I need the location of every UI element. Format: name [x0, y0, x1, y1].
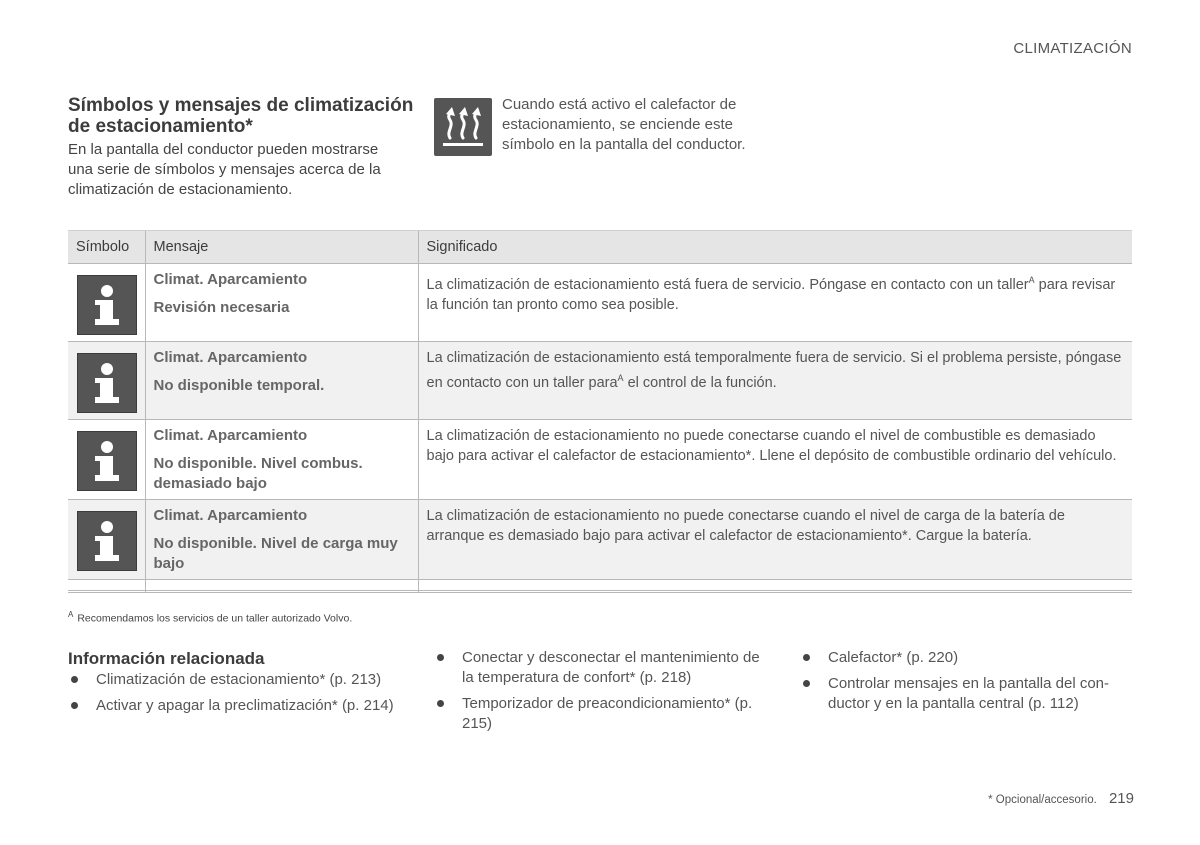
table-row [68, 420, 1132, 500]
related-list-col2 [434, 648, 774, 740]
symbol-cell [68, 500, 145, 580]
footnote-ref: A [617, 373, 624, 383]
meaning-text: La climatización de estacionamiento no puede conectarse cuando el nivel de carga de la batería de arranque es demasiado bajo para activar el calefactor de estacionamiento*. Cargue la batería. [426, 508, 1065, 544]
message-title: Climat. Aparcamiento [153, 427, 308, 444]
page-number: 219 [1108, 790, 1134, 807]
meaning-text: La climatización de estacionamiento está temporalmente fuera de servicio. Si el problema persiste, póngase en contacto con un taller para [426, 350, 1122, 391]
meaning-cell [418, 500, 1132, 580]
list-item[interactable] [68, 696, 408, 716]
intro-text: En la pantalla del conductor pueden mostrarse una serie de símbolos y mensajes acerca de la climatización de estacionamiento. [68, 141, 381, 198]
heater-icon [434, 98, 492, 156]
page-title: Símbolos y mensajes de climatización de estacionamiento* [68, 95, 414, 137]
table-row-empty [68, 580, 1132, 591]
related-link[interactable]: Calefactor* (p. 220) [828, 649, 959, 666]
meaning-cell [418, 264, 1132, 342]
message-detail: No disponible temporal. [153, 377, 325, 394]
table-row-empty [68, 591, 1132, 593]
related-link[interactable]: Conectar y desconectar el mantenimiento de la temperatura de confort* (p. 218) [462, 649, 760, 686]
info-icon [77, 511, 137, 571]
message-detail: No disponible. Nivel de carga muy bajo [153, 535, 398, 572]
list-item[interactable] [434, 694, 774, 734]
message-cell [145, 264, 418, 342]
meaning-cell [418, 342, 1132, 420]
column-header-message: Mensaje [145, 231, 418, 264]
list-item[interactable] [800, 674, 1120, 714]
heater-description: Cuando está activo el calefactor de estacionamiento, se enciende este símbolo en la pantalla del conductor. [502, 96, 746, 153]
bullet-icon [71, 676, 78, 683]
table-row [68, 342, 1132, 420]
symbol-cell [68, 264, 145, 342]
related-info-title: Información relacionada [68, 649, 265, 668]
footnote-mark: A [68, 610, 74, 619]
info-icon [77, 431, 137, 491]
meaning-text: La climatización de estacionamiento no puede conectarse cuando el nivel de combustible es demasiado bajo para activar el calefactor de estacionamiento*. Llene el depósito de combustible ordinario del vehículo. [426, 428, 1117, 464]
bullet-icon [437, 654, 444, 661]
bullet-icon [437, 700, 444, 707]
message-detail: Revisión necesaria [153, 299, 290, 316]
message-cell [145, 420, 418, 500]
symbol-cell [68, 420, 145, 500]
bullet-icon [71, 702, 78, 709]
footnote-ref: A [1028, 275, 1035, 285]
section-title: CLIMATIZACIÓN [1013, 40, 1132, 57]
meaning-text-cont: para revisar la función tan pronto como sea posible. [426, 276, 1116, 313]
related-link[interactable]: Controlar mensajes en la pantalla del conductor y en la pantalla central (p. 112) [828, 675, 1109, 712]
info-icon [77, 275, 137, 335]
symbol-cell [68, 342, 145, 420]
column-header-meaning: Significado [418, 231, 1132, 264]
related-link[interactable]: Activar y apagar la preclimatización* (p. 214) [96, 697, 394, 714]
optional-note: * Opcional/accesorio. [988, 794, 1097, 806]
meaning-text: La climatización de estacionamiento está fuera de servicio. Póngase en contacto con un taller [426, 276, 1029, 293]
page-footer [988, 790, 1134, 807]
message-detail: No disponible. Nivel combus. demasiado bajo [153, 455, 363, 492]
footnote-text: Recomendamos los servicios de un taller autorizado Volvo. [77, 612, 353, 625]
related-list-col3 [800, 648, 1120, 720]
related-link[interactable]: Climatización de estacionamiento* (p. 213) [96, 671, 382, 688]
message-cell [145, 500, 418, 580]
table-row [68, 264, 1132, 342]
message-cell [145, 342, 418, 420]
meaning-cell [418, 420, 1132, 500]
list-item[interactable] [434, 648, 774, 688]
list-item[interactable] [800, 648, 1120, 668]
bullet-icon [803, 654, 810, 661]
list-item[interactable] [68, 670, 408, 690]
related-list-col1 [68, 670, 408, 722]
footnote [68, 610, 352, 625]
message-title: Climat. Aparcamiento [153, 271, 308, 288]
table-row [68, 500, 1132, 580]
table-header-row [68, 231, 1132, 264]
symbols-table [68, 230, 1132, 593]
column-header-symbol: Símbolo [68, 231, 145, 264]
message-title: Climat. Aparcamiento [153, 349, 308, 366]
meaning-text-cont: el control de la función. [623, 374, 777, 391]
info-icon [77, 353, 137, 413]
bullet-icon [803, 680, 810, 687]
message-title: Climat. Aparcamiento [153, 507, 308, 524]
related-link[interactable]: Temporizador de preacondicionamiento* (p. 215) [462, 695, 753, 732]
